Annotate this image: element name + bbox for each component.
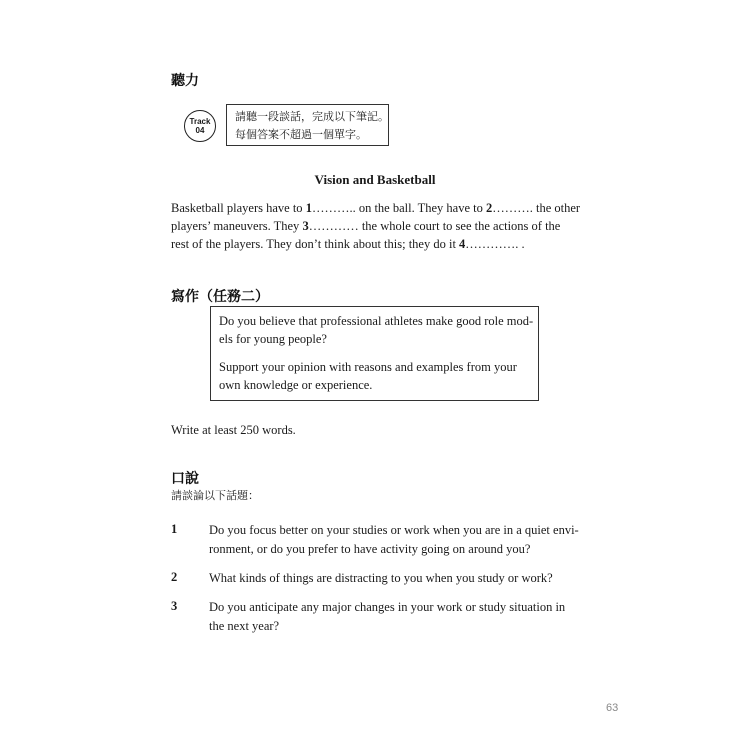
writing-prompt-line2: els for young people? [219, 332, 327, 346]
listening-heading: 聽力 [171, 73, 199, 89]
question-number-2: 2 [171, 570, 178, 584]
listening-instruction-box [226, 104, 389, 146]
question-3: Do you anticipate any major changes in your work or study situation in the next year? [209, 600, 566, 633]
track-number: 04 [195, 126, 205, 135]
blank-number-2: 2 [485, 201, 493, 215]
track-label: Track [189, 117, 211, 126]
question-2: What kinds of things are distracting to you when you study or work? [209, 571, 553, 585]
passage-paragraph [171, 199, 591, 253]
writing-prompt-line3: Support your opinion with reasons and examples from your [219, 360, 517, 374]
question-number-3: 3 [171, 599, 178, 613]
speaking-heading: 口說 [171, 471, 199, 487]
word-count-instruction: Write at least 250 words. [171, 423, 296, 437]
writing-prompt-box [210, 306, 539, 401]
writing-prompt-line1: Do you believe that professional athletes make good role mod- [219, 314, 534, 328]
question-1: Do you focus better on your studies or work when you are in a quiet envi- ronment, or do you prefer to have activity going on around you? [209, 523, 579, 556]
track-badge [184, 110, 216, 142]
question-number-1: 1 [171, 522, 178, 536]
writing-heading: 寫作（任務二） [171, 289, 269, 305]
passage-line-1: Basketball players have to 1……….. on the ball. They have to 2………. the other [171, 201, 581, 215]
listening-instruction-line2: 每個答案不超過一個單字。 [235, 128, 367, 141]
speaking-instruction: 請談論以下話題： [171, 489, 259, 502]
writing-prompt-line4: own knowledge or experience. [219, 378, 373, 392]
passage-title: Vision and Basketball [314, 172, 436, 187]
listening-instruction-line1: 請聽一段談話，完成以下筆記。 [235, 110, 389, 123]
page-number: 63 [606, 702, 619, 714]
blank-number-4: 4 [459, 237, 466, 251]
passage-line-3: rest of the players. They don’t think about this; they do it 4…………. . [171, 237, 525, 251]
blank-number-3: 3 [302, 219, 309, 233]
blank-number-1: 1 [305, 201, 312, 215]
passage-line-2: players’ maneuvers. They 3………… the whole court to see the actions of the [171, 219, 561, 233]
